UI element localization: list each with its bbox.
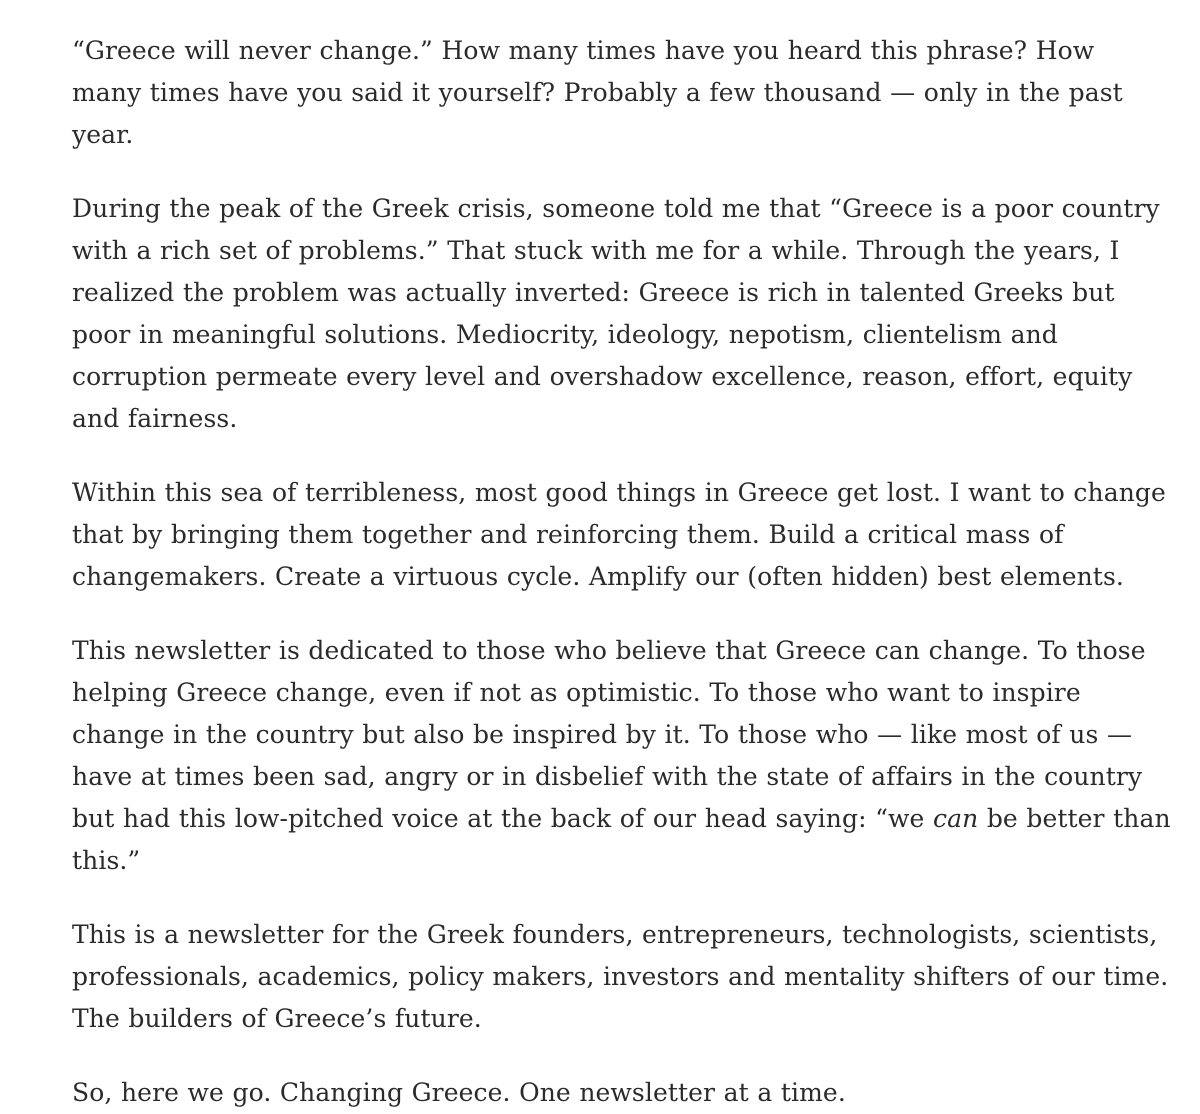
- dedication-text-after: be better than this.”: [72, 804, 1171, 875]
- paragraph-audience: This is a newsletter for the Greek founders, entrepreneurs, technologists, scientists, professionals, academics, policy makers, investors and mentality shifters of our time. The builders of Greece’s future.: [72, 920, 1169, 1033]
- paragraph-intro: “Greece will never change.” How many times have you heard this phrase? How many times have you said it yourself? Probably a few thousand — only in the past year.: [72, 36, 1123, 149]
- paragraph-closing: So, here we go. Changing Greece. One newsletter at a time.: [72, 1078, 846, 1107]
- paragraph-mission: Within this sea of terribleness, most good things in Greece get lost. I want to change that by bringing them together and reinforcing them. Build a critical mass of changemakers. Create a virtuous cycle. Amplify our (often hidden) best elements.: [72, 478, 1166, 591]
- dedication-emphasis: can: [932, 804, 979, 833]
- paragraph-crisis: During the peak of the Greek crisis, someone told me that “Greece is a poor country with a rich set of problems.” That stuck with me for a while. Through the years, I realized the problem was actually inverted: Greece is rich in talented Greeks but poor in meaningful solutions. Mediocrity, ideology, nepotism, clientelism and corruption permeate every level and overshadow excellence, reason, effort, equity and fairness.: [72, 194, 1160, 433]
- dedication-text-before: This newsletter is dedicated to those who believe that Greece can change. To those helping Greece change, even if not as optimistic. To those who want to inspire change in the country but also be inspired by it. To those who — like most of us — have at times been sad, angry or in disbelief with the state of affairs in the country but had this low-pitched voice at the back of our head saying: “we: [72, 636, 1146, 833]
- article-body: [72, 30, 1172, 1114]
- paragraph-dedication: [72, 630, 1172, 882]
